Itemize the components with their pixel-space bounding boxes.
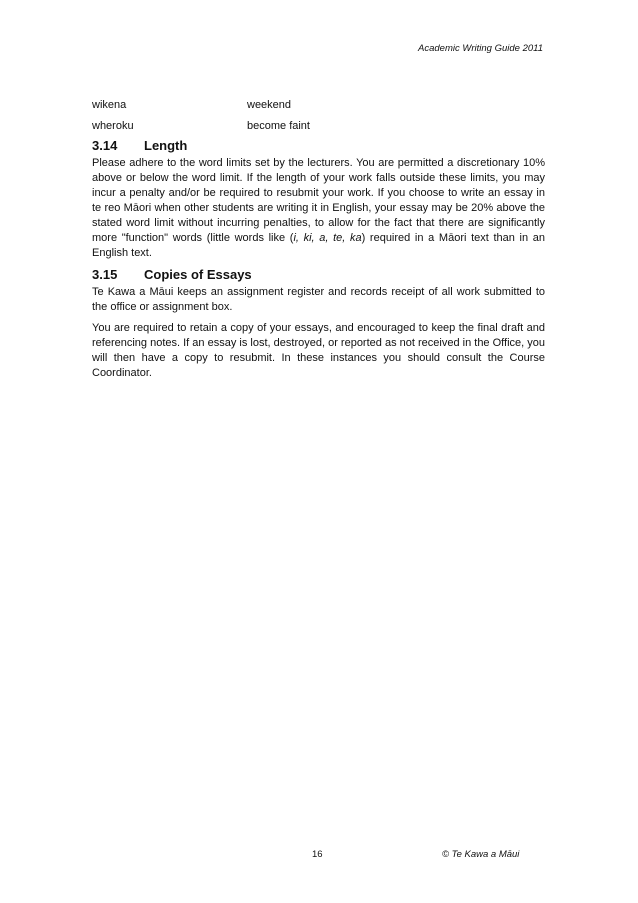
copyright-notice: © Te Kawa a Māui [442,849,520,860]
section-number: 3.15 [92,267,118,282]
page-number: 16 [312,849,323,860]
running-header: Academic Writing Guide 2011 [418,43,543,54]
document-body [92,94,545,387]
section-heading-copies-of-essays [92,267,545,282]
section-number: 3.14 [92,138,118,153]
vocabulary-meaning: become faint [247,119,310,132]
text-run: ) required in a Māori text than in an English text. [92,232,546,259]
length-paragraph [92,156,545,261]
vocabulary-term: wheroku [92,119,134,132]
text-run: Please adhere to the word limits set by the lecturers. You are permitted a discretionary 10% above or below the word limit. If the length of your work falls outside these limits, you may incur a penalty and/or be required to resubmit your work. If you choose to write an essay in te reo Māori when other students are writing it in English, your essay may be 20% above the stated word limit without incurring penalties, to allow for the fact that there are significantly more "function" words (little words like ( [92,157,545,244]
vocabulary-item [92,94,545,115]
section-title: Copies of Essays [144,267,252,282]
italic-text-run: i, ki, a, te, ka [293,232,362,244]
section-heading-length [92,138,545,153]
section-title: Length [144,138,188,153]
vocabulary-list [92,94,545,136]
assignment-register-paragraph: Te Kawa a Māui keeps an assignment register and records receipt of all work submitted to the office or assignment box. [92,286,545,313]
vocabulary-meaning: weekend [247,98,292,111]
vocabulary-term: wikena [92,98,127,111]
vocabulary-item [92,115,545,136]
retain-copy-paragraph: You are required to retain a copy of your essays, and encouraged to keep the final draft and referencing notes. If an essay is lost, destroyed, or reported as not received in the Office, you will then have a copy to resubmit. In these instances you should consult the Course Coordinator. [92,322,545,379]
